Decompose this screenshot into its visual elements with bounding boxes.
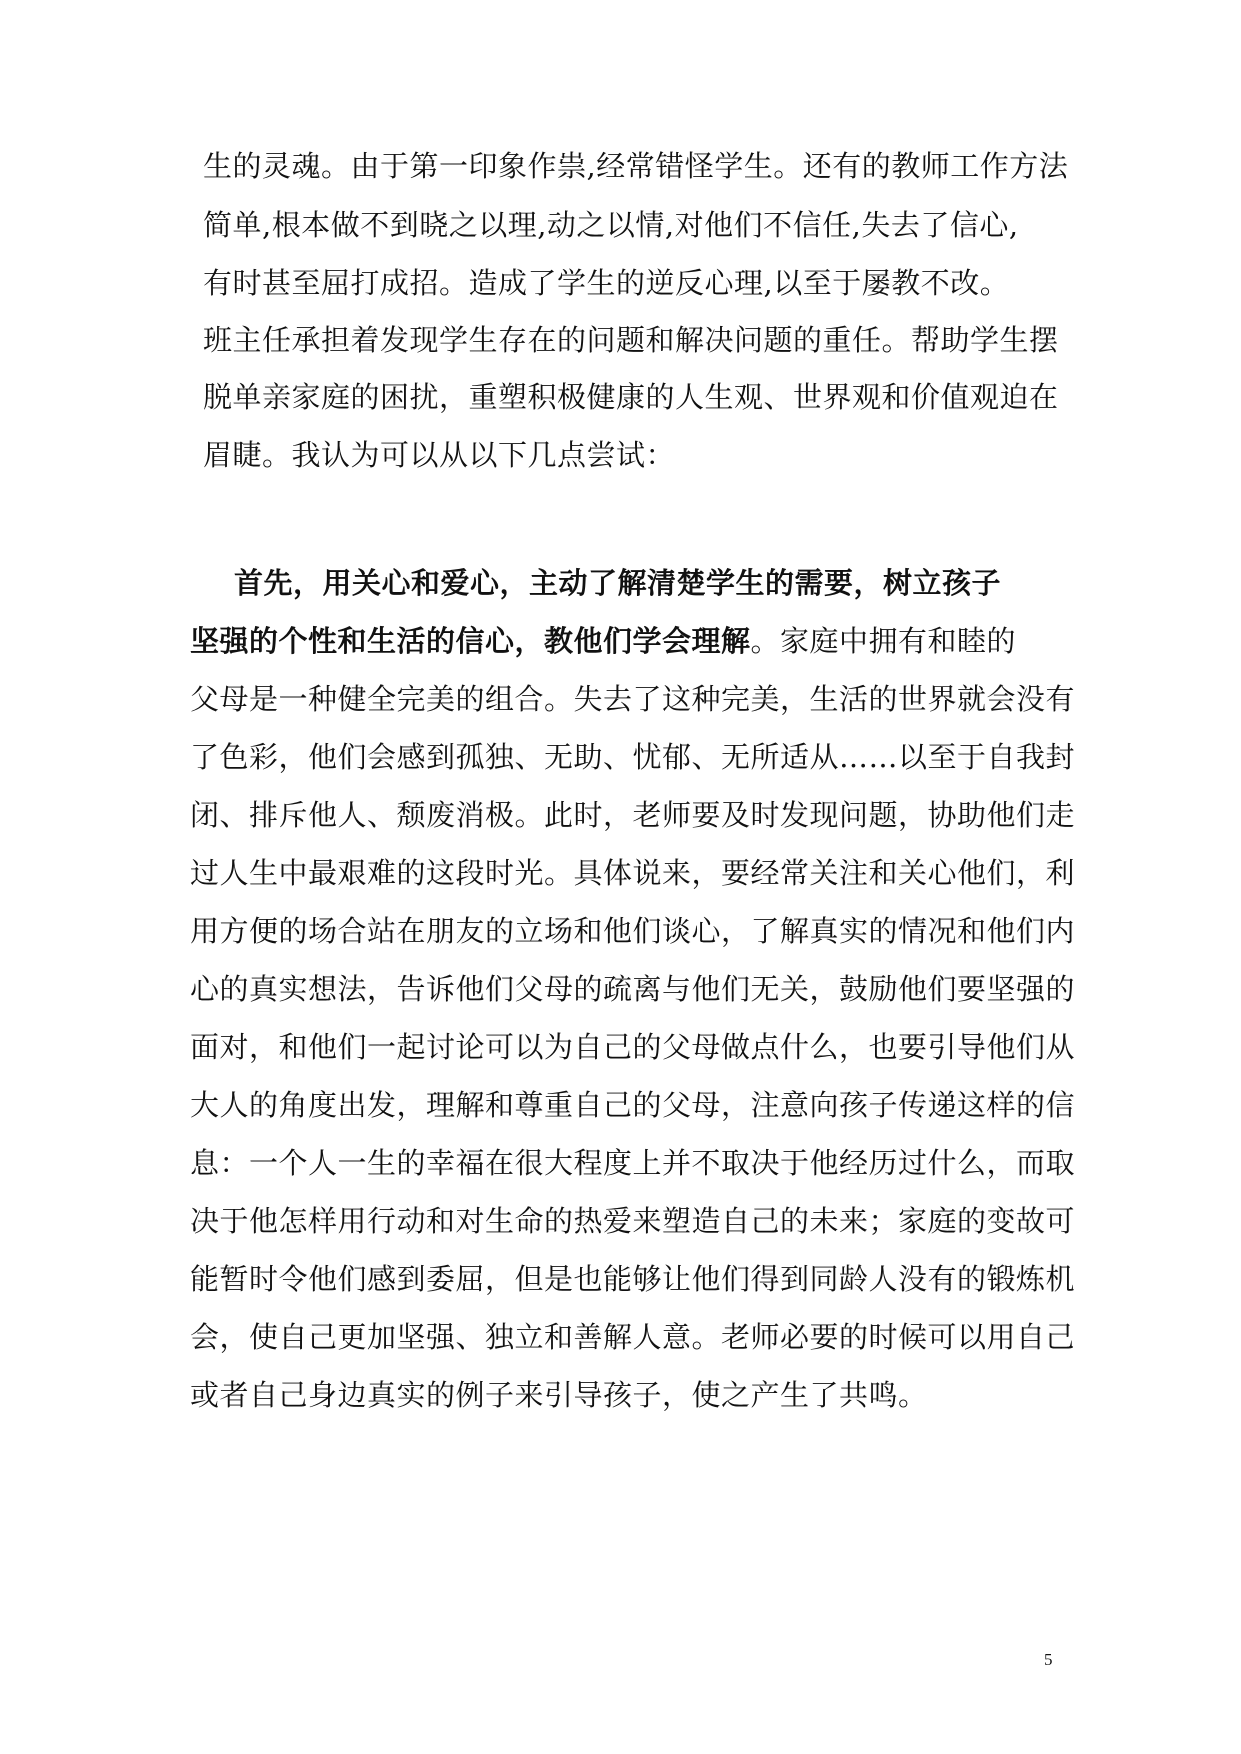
text-line: 了色彩，他们会感到孤独、无助、忧郁、无所适从……以至于自我封 [190,740,1076,774]
text-line: 过人生中最艰难的这段时光。具体说来，要经常关注和关心他们，利 [190,856,1076,890]
text-line: 决于他怎样用行动和对生命的热爱来塑造自己的未来；家庭的变故可 [190,1204,1076,1238]
text-line: 能暂时令他们感到委屈，但是也能够让他们得到同龄人没有的锻炼机 [190,1262,1076,1296]
text-line: 简单,根本做不到晓之以理,动之以情,对他们不信任,失去了信心, [203,208,1019,242]
text-span: 。家庭中拥有和睦的 [750,624,1017,658]
text-line [190,621,1016,661]
section-heading-continued: 坚强的个性和生活的信心，教他们学会理解 [190,624,751,658]
section-heading: 首先，用关心和爱心，主动了解清楚学生的需要，树立孩子 [234,566,1002,600]
text-line: 心的真实想法，告诉他们父母的疏离与他们无关，鼓励他们要坚强的 [190,972,1076,1006]
text-line: 有时甚至屈打成招。造成了学生的逆反心理,以至于屡教不改。 [203,266,1010,300]
text-line: 班主任承担着发现学生存在的问题和解决问题的重任。帮助学生摆 [203,323,1059,357]
text-line: 眉睫。我认为可以从以下几点尝试： [203,438,676,472]
text-line: 生的灵魂。由于第一印象作祟,经常错怪学生。还有的教师工作方法 [203,149,1069,183]
page-number: 5 [1044,1650,1053,1669]
text-line: 父母是一种健全完美的组合。失去了这种完美，生活的世界就会没有 [190,682,1076,716]
text-line: 脱单亲家庭的困扰，重塑积极健康的人生观、世界观和价值观迫在 [203,380,1059,414]
text-line: 息：一个人一生的幸福在很大程度上并不取决于他经历过什么，而取 [190,1146,1076,1180]
text-line: 面对，和他们一起讨论可以为自己的父母做点什么，也要引导他们从 [190,1030,1076,1064]
text-line: 大人的角度出发，理解和尊重自己的父母，注意向孩子传递这样的信 [190,1088,1076,1122]
text-line: 闭、排斥他人、颓废消极。此时，老师要及时发现问题，协助他们走 [190,798,1076,832]
text-line: 用方便的场合站在朋友的立场和他们谈心，了解真实的情况和他们内 [190,914,1076,948]
text-line: 或者自己身边真实的例子来引导孩子，使之产生了共鸣。 [190,1378,928,1412]
text-line: 会，使自己更加坚强、独立和善解人意。老师必要的时候可以用自己 [190,1320,1076,1354]
